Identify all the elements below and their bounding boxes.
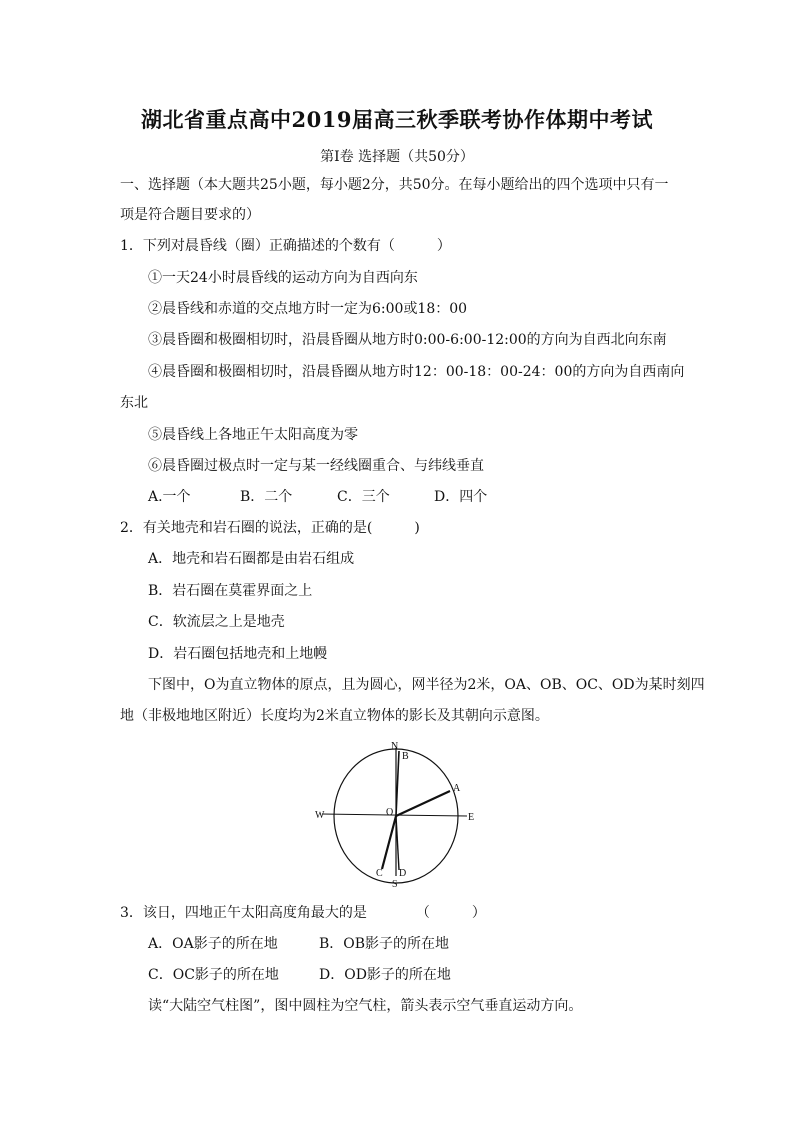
question-1-item: ⑤晨昏线上各地正午太阳高度为零 (148, 427, 358, 443)
shadow-line-oa (396, 791, 450, 816)
label-d: D (399, 868, 407, 879)
figure-intro-line-1: 下图中，O为直立物体的原点，且为圆心，网半径为2米，OA、OB、OC、OD为某时刻四 (148, 677, 705, 693)
question-3-options-row-2 (148, 965, 451, 985)
option-a[interactable]: A．OA影子的所在地 (148, 936, 278, 952)
question-1-item-continued: 东北 (120, 395, 148, 411)
question-1-item: ④晨昏圈和极圈相切时，沿晨昏圈从地方时12：00-18：00-24：00的方向为自西南向 (148, 364, 685, 380)
option-d[interactable]: D．四个 (434, 489, 488, 505)
label-a: A (453, 783, 461, 794)
question-2-option-d[interactable]: D．岩石圈包括地壳和上地幔 (148, 646, 328, 662)
question-1-item: ②晨昏线和赤道的交点地方时一定为6:00或18：00 (148, 301, 468, 317)
question-1-item: ⑥晨昏圈过极点时一定与某一经线圈重合、与纬线垂直 (148, 458, 484, 474)
label-n: N (391, 741, 399, 752)
question-1-item: ①一天24小时晨昏线的运动方向为自西向东 (148, 270, 418, 286)
option-c[interactable]: C．三个 (337, 489, 390, 505)
shadow-direction-diagram (310, 736, 485, 891)
question-1-options (148, 487, 487, 507)
option-b[interactable]: B．二个 (240, 489, 293, 505)
option-a[interactable]: A.一个 (148, 489, 191, 505)
label-e: E (468, 812, 475, 823)
label-w: W (315, 810, 325, 821)
option-d[interactable]: D．OD影子的所在地 (319, 967, 451, 983)
question-2-option-b[interactable]: B．岩石圈在莫霍界面之上 (148, 583, 313, 599)
option-b[interactable]: B．OB影子的所在地 (319, 936, 450, 952)
section-instructions-line-1: 一、选择题（本大题共25小题，每小题2分，共50分。在每小题给出的四个选项中只有一 (120, 177, 669, 193)
label-s: S (392, 879, 398, 890)
question-2-stem: 2．有关地壳和岩石圈的说法，正确的是( ) (120, 520, 420, 536)
label-o: O (386, 807, 394, 818)
page-title: 湖北省重点高中2019届高三秋季联考协作体期中考试 (141, 107, 653, 132)
question-3-stem: 3．该日，四地正午太阳高度角最大的是 （ ） (120, 905, 486, 921)
label-b: B (402, 751, 409, 762)
shadow-line-oc (382, 816, 396, 869)
question-3-options-row-1 (148, 934, 449, 954)
question-1-stem: 1．下列对晨昏线（圈）正确描述的个数有（ ） (120, 238, 451, 254)
question-2-option-c[interactable]: C．软流层之上是地壳 (148, 614, 285, 630)
label-c: C (376, 868, 383, 879)
question-4-intro: 读“大陆空气柱图”，图中圆柱为空气柱，箭头表示空气垂直运动方向。 (148, 998, 583, 1014)
option-c[interactable]: C．OC影子的所在地 (148, 967, 279, 983)
question-2-option-a[interactable]: A．地壳和岩石圈都是由岩石组成 (148, 551, 355, 567)
question-1-item: ③晨昏圈和极圈相切时，沿晨昏圈从地方时0:00-6:00-12:00的方向为自西北向东南 (148, 332, 667, 348)
figure-intro-line-2: 地（非极地地区附近）长度均为2米直立物体的影长及其朝向示意图。 (120, 708, 549, 724)
section-subtitle: 第I卷 选择题（共50分） (320, 149, 474, 165)
section-instructions-line-2: 项是符合题目要求的） (120, 207, 260, 223)
west-east-axis (322, 814, 467, 816)
